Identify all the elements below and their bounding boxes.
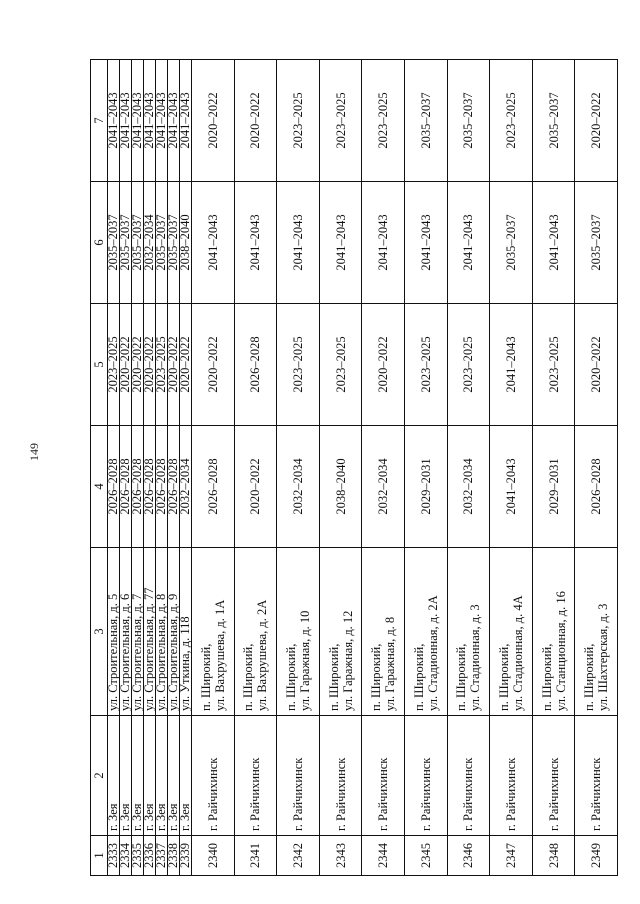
period-cell-4: 2026–2028 [108, 426, 120, 548]
table-row [234, 60, 277, 876]
period-cell-6: 2035–2037 [108, 182, 120, 304]
row-number-cell: 2348 [532, 836, 575, 876]
period-cell-4: 2032–2034 [362, 426, 405, 548]
period-cell-7: 2020–2022 [575, 60, 618, 182]
period-cell-4: 2026–2028 [192, 426, 235, 548]
address-line-1: п. Широкий, [369, 643, 384, 711]
period-cell-7: 2035–2037 [532, 60, 575, 182]
city-cell: г. Райчихинск [319, 716, 362, 836]
table-row [180, 60, 192, 876]
period-cell-5: 2023–2025 [447, 304, 490, 426]
row-number-cell: 2336 [144, 836, 156, 876]
period-cell-6: 2041–2043 [319, 182, 362, 304]
address-line-1: ул. Строительная, д. 6 [118, 593, 132, 711]
period-cell-7: 2023–2025 [362, 60, 405, 182]
header-cell: 7 [91, 60, 108, 182]
period-cell-4: 2032–2034 [277, 426, 320, 548]
period-cell-7: 2041–2043 [180, 60, 192, 182]
address-line-2: ул. Станционная, д. 16 [553, 591, 568, 711]
period-cell-4: 2032–2034 [447, 426, 490, 548]
period-cell-4: 2029–2031 [404, 426, 447, 548]
address-line-1: п. Широкий, [539, 643, 554, 711]
period-cell-5: 2041–2043 [490, 304, 533, 426]
period-cell-6: 2041–2043 [277, 182, 320, 304]
address-line-1: п. Широкий, [411, 643, 426, 711]
address-line-2: ул. Стадионная, д. 4А [510, 595, 525, 711]
city-cell: г. Райчихинск [234, 716, 277, 836]
header-cell: 4 [91, 426, 108, 548]
city-cell: г. Зея [120, 716, 132, 836]
period-cell-4: 2026–2028 [575, 426, 618, 548]
period-cell-5: 2020–2022 [132, 304, 144, 426]
header-cell: 1 [91, 836, 108, 876]
period-cell-5: 2023–2025 [108, 304, 120, 426]
period-cell-6: 2041–2043 [234, 182, 277, 304]
period-cell-7: 2041–2043 [132, 60, 144, 182]
address-line-2: ул. Гаражная, д. 12 [340, 610, 355, 711]
period-cell-5: 2020–2022 [144, 304, 156, 426]
period-cell-6: 2038–2040 [180, 182, 192, 304]
header-cell: 2 [91, 716, 108, 836]
address-cell [192, 548, 235, 716]
city-cell: г. Райчихинск [532, 716, 575, 836]
table-row [532, 60, 575, 876]
address-line-1: п. Широкий, [496, 643, 511, 711]
city-cell: г. Райчихинск [447, 716, 490, 836]
city-cell: г. Райчихинск [575, 716, 618, 836]
address-line-1: п. Широкий, [198, 643, 213, 711]
city-cell: г. Зея [156, 716, 168, 836]
header-cell: 5 [91, 304, 108, 426]
table-row [319, 60, 362, 876]
table-row [575, 60, 618, 876]
period-cell-6: 2041–2043 [404, 182, 447, 304]
address-cell [404, 548, 447, 716]
address-line-1: п. Широкий, [241, 643, 256, 711]
city-cell: г. Зея [132, 716, 144, 836]
address-line-1: ул. Строительная, д. 7 [130, 593, 144, 711]
period-cell-5: 2020–2022 [192, 304, 235, 426]
rotated-page-content [90, 60, 618, 876]
schedule-table [90, 59, 618, 876]
period-cell-6: 2035–2037 [168, 182, 180, 304]
period-cell-4: 2038–2040 [319, 426, 362, 548]
address-line-2: ул. Вахрушева, д. 2А [255, 599, 270, 711]
address-cell [234, 548, 277, 716]
city-cell: г. Райчихинск [490, 716, 533, 836]
address-cell [532, 548, 575, 716]
period-cell-4: 2026–2028 [120, 426, 132, 548]
period-cell-6: 2035–2037 [132, 182, 144, 304]
period-cell-6: 2035–2037 [156, 182, 168, 304]
address-line-1: п. Широкий, [283, 643, 298, 711]
table-row [447, 60, 490, 876]
address-line-2: ул. Шахтерская, д. 3 [596, 603, 611, 711]
address-line-2: ул. Стадионная, д. 2А [425, 595, 440, 711]
address-cell [277, 548, 320, 716]
period-cell-5: 2023–2025 [404, 304, 447, 426]
address-cell [575, 548, 618, 716]
row-number-cell: 2347 [490, 836, 533, 876]
period-cell-6: 2035–2037 [490, 182, 533, 304]
row-number-cell: 2338 [168, 836, 180, 876]
address-line-1: п. Широкий, [326, 643, 341, 711]
period-cell-7: 2020–2022 [192, 60, 235, 182]
period-cell-6: 2035–2037 [575, 182, 618, 304]
period-cell-5: 2020–2022 [120, 304, 132, 426]
row-number-cell: 2340 [192, 836, 235, 876]
address-cell [447, 548, 490, 716]
table-row [192, 60, 235, 876]
period-cell-6: 2035–2037 [120, 182, 132, 304]
period-cell-7: 2023–2025 [490, 60, 533, 182]
row-number-cell: 2337 [156, 836, 168, 876]
city-cell: г. Зея [144, 716, 156, 836]
address-line-2: ул. Гаражная, д. 10 [297, 610, 312, 711]
row-number-cell: 2342 [277, 836, 320, 876]
row-number-cell: 2343 [319, 836, 362, 876]
row-number-cell: 2344 [362, 836, 405, 876]
period-cell-4: 2026–2028 [168, 426, 180, 548]
period-cell-4: 2020–2022 [234, 426, 277, 548]
address-line-1: ул. Строительная, д. 8 [154, 593, 168, 711]
period-cell-5: 2023–2025 [319, 304, 362, 426]
period-cell-7: 2023–2025 [319, 60, 362, 182]
header-row [91, 60, 108, 876]
table-row [362, 60, 405, 876]
period-cell-5: 2020–2022 [168, 304, 180, 426]
period-cell-5: 2020–2022 [362, 304, 405, 426]
period-cell-7: 2035–2037 [404, 60, 447, 182]
row-number-cell: 2334 [120, 836, 132, 876]
period-cell-6: 2041–2043 [532, 182, 575, 304]
period-cell-5: 2020–2022 [575, 304, 618, 426]
period-cell-7: 2041–2043 [108, 60, 120, 182]
city-cell: г. Райчихинск [192, 716, 235, 836]
address-line-2: ул. Гаражная, д. 8 [383, 616, 398, 711]
row-number-cell: 2346 [447, 836, 490, 876]
table-row [490, 60, 533, 876]
table-row [277, 60, 320, 876]
period-cell-7: 2035–2037 [447, 60, 490, 182]
address-line-1: ул. Строительная, д. 5 [106, 593, 120, 711]
period-cell-4: 2041–2043 [490, 426, 533, 548]
period-cell-7: 2041–2043 [168, 60, 180, 182]
period-cell-4: 2026–2028 [156, 426, 168, 548]
table-row [404, 60, 447, 876]
row-number-cell: 2335 [132, 836, 144, 876]
address-cell [362, 548, 405, 716]
period-cell-7: 2041–2043 [156, 60, 168, 182]
row-number-cell: 2345 [404, 836, 447, 876]
period-cell-6: 2041–2043 [192, 182, 235, 304]
address-line-1: ул. Строительная, д. 77 [142, 587, 156, 711]
period-cell-7: 2041–2043 [144, 60, 156, 182]
period-cell-5: 2023–2025 [532, 304, 575, 426]
row-number-cell: 2333 [108, 836, 120, 876]
page-number: 149 [27, 443, 41, 461]
address-cell [319, 548, 362, 716]
address-line-1: ул. Строительная, д. 9 [166, 593, 180, 711]
header-cell: 6 [91, 182, 108, 304]
address-line-1: п. Широкий, [454, 643, 469, 711]
address-line-2: ул. Стадионная, д. 3 [468, 604, 483, 711]
address-cell [490, 548, 533, 716]
city-cell: г. Райчихинск [404, 716, 447, 836]
period-cell-5: 2023–2025 [277, 304, 320, 426]
period-cell-4: 2026–2028 [132, 426, 144, 548]
city-cell: г. Зея [108, 716, 120, 836]
period-cell-7: 2020–2022 [234, 60, 277, 182]
address-line-2: ул. Вахрушева, д. 1А [212, 599, 227, 711]
address-line-1: ул. Уткина, д. 118 [178, 616, 192, 711]
city-cell: г. Райчихинск [362, 716, 405, 836]
city-cell: г. Райчихинск [277, 716, 320, 836]
row-number-cell: 2349 [575, 836, 618, 876]
city-cell: г. Зея [168, 716, 180, 836]
period-cell-5: 2026–2028 [234, 304, 277, 426]
period-cell-5: 2020–2022 [180, 304, 192, 426]
period-cell-7: 2023–2025 [277, 60, 320, 182]
address-line-1: п. Широкий, [582, 643, 597, 711]
row-number-cell: 2341 [234, 836, 277, 876]
period-cell-6: 2041–2043 [447, 182, 490, 304]
period-cell-7: 2041–2043 [120, 60, 132, 182]
row-number-cell: 2339 [180, 836, 192, 876]
period-cell-6: 2032–2034 [144, 182, 156, 304]
period-cell-4: 2026–2028 [144, 426, 156, 548]
period-cell-5: 2023–2025 [156, 304, 168, 426]
header-cell: 3 [91, 548, 108, 716]
period-cell-4: 2032–2034 [180, 426, 192, 548]
city-cell: г. Зея [180, 716, 192, 836]
address-cell [180, 548, 192, 716]
period-cell-4: 2029–2031 [532, 426, 575, 548]
period-cell-6: 2041–2043 [362, 182, 405, 304]
